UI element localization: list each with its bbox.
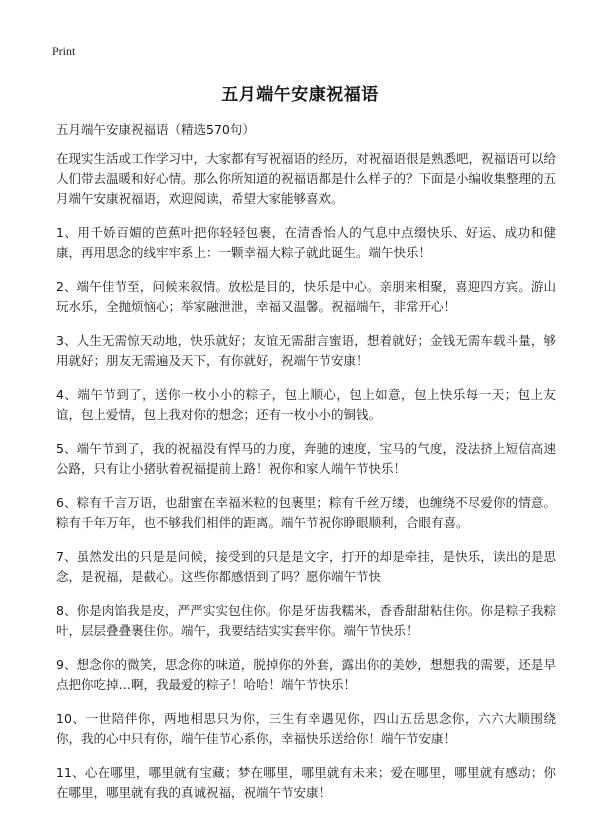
print-link[interactable]: Print — [52, 44, 76, 58]
greeting-item-2: 2、端午佳节至，问候来叙情。放松是目的，快乐是中心。亲朋来相聚，喜迎四方宾。游山玩水乐，全抛烦恼心；举家融泄泄，幸福又温馨。祝福端午，非常开心！ — [56, 279, 556, 314]
greeting-item-4: 4、端午节到了，送你一枚小小的粽子，包上顺心，包上如意，包上快乐每一天；包上友谊，包上爱情，包上我对你的想念；还有一枚小小的铜钱。 — [56, 387, 556, 422]
greeting-item-10: 10、一世陪伴你，两地相思只为你，三生有幸遇见你，四山五岳思念你，六六大顺围绕你，我的心中只有你，端午佳节心系你，幸福快乐送给你！端午节安康！ — [56, 711, 556, 746]
page-title: 五月端午安康祝福语 — [221, 85, 379, 105]
article-subtitle: 五月端午安康祝福语（精选570句） — [56, 122, 255, 137]
greeting-item-3: 3、人生无需惊天动地，快乐就好；友谊无需甜言蜜语，想着就好；金钱无需车载斗量，够用就好；朋友无需遍及天下，有你就好，祝端午节安康！ — [56, 333, 556, 368]
greeting-item-11: 11、心在哪里，哪里就有宝藏；梦在哪里，哪里就有未来；爱在哪里，哪里就有感动；你在哪里，哪里就有我的真诚祝福，祝端午节安康！ — [56, 765, 556, 800]
greeting-item-9: 9、想念你的微笑，思念你的味道，脱掉你的外套，露出你的美妙，想想我的需要，还是早点把你吃掉…啊，我最爱的粽子！哈哈！端午节快乐！ — [56, 657, 556, 692]
greeting-item-8: 8、你是肉馅我是皮，严严实实包住你。你是牙齿我糯米，香香甜甜粘住你。你是粽子我粽叶，层层叠叠裹住你。端午，我要结结实实套牢你。端午节快乐！ — [56, 603, 556, 638]
intro-paragraph: 在现实生活或工作学习中，大家都有写祝福语的经历，对祝福语很是熟悉吧，祝福语可以给人们带去温暖和好心情。那么你所知道的祝福语都是什么样子的？下面是小编收集整理的五月端午安康祝福语，欢迎阅读，希望大家能够喜欢。 — [56, 151, 557, 206]
article-body — [56, 149, 556, 817]
greeting-item-7: 7、虽然发出的只是是问候，接受到的只是是文字，打开的却是牵挂，是快乐，读出的是思念，是祝福，是截心。这些你都感悟到了吗？愿你端午节快 — [56, 549, 556, 584]
greeting-item-5: 5、端午节到了，我的祝福没有悍马的力度，奔驰的速度，宝马的气度，没法挤上短信高速公路，只有让小猪驮着祝福提前上路！祝你和家人端午节快乐！ — [56, 441, 556, 476]
greeting-item-1: 1、用千娇百媚的芭蕉叶把你轻轻包裹，在清香怡人的气息中点缀快乐、好运、成功和健康，再用思念的线牢牢系上：一颗幸福大粽子就此诞生。端午快乐！ — [56, 225, 556, 260]
greeting-item-6: 6、粽有千言万语，也甜蜜在幸福米粒的包裹里；粽有千丝万缕，也缠绕不尽爱你的情意。粽有千年万年，也不够我们相伴的距离。端午节祝你睁眼顺利，合眼有喜。 — [56, 495, 556, 530]
